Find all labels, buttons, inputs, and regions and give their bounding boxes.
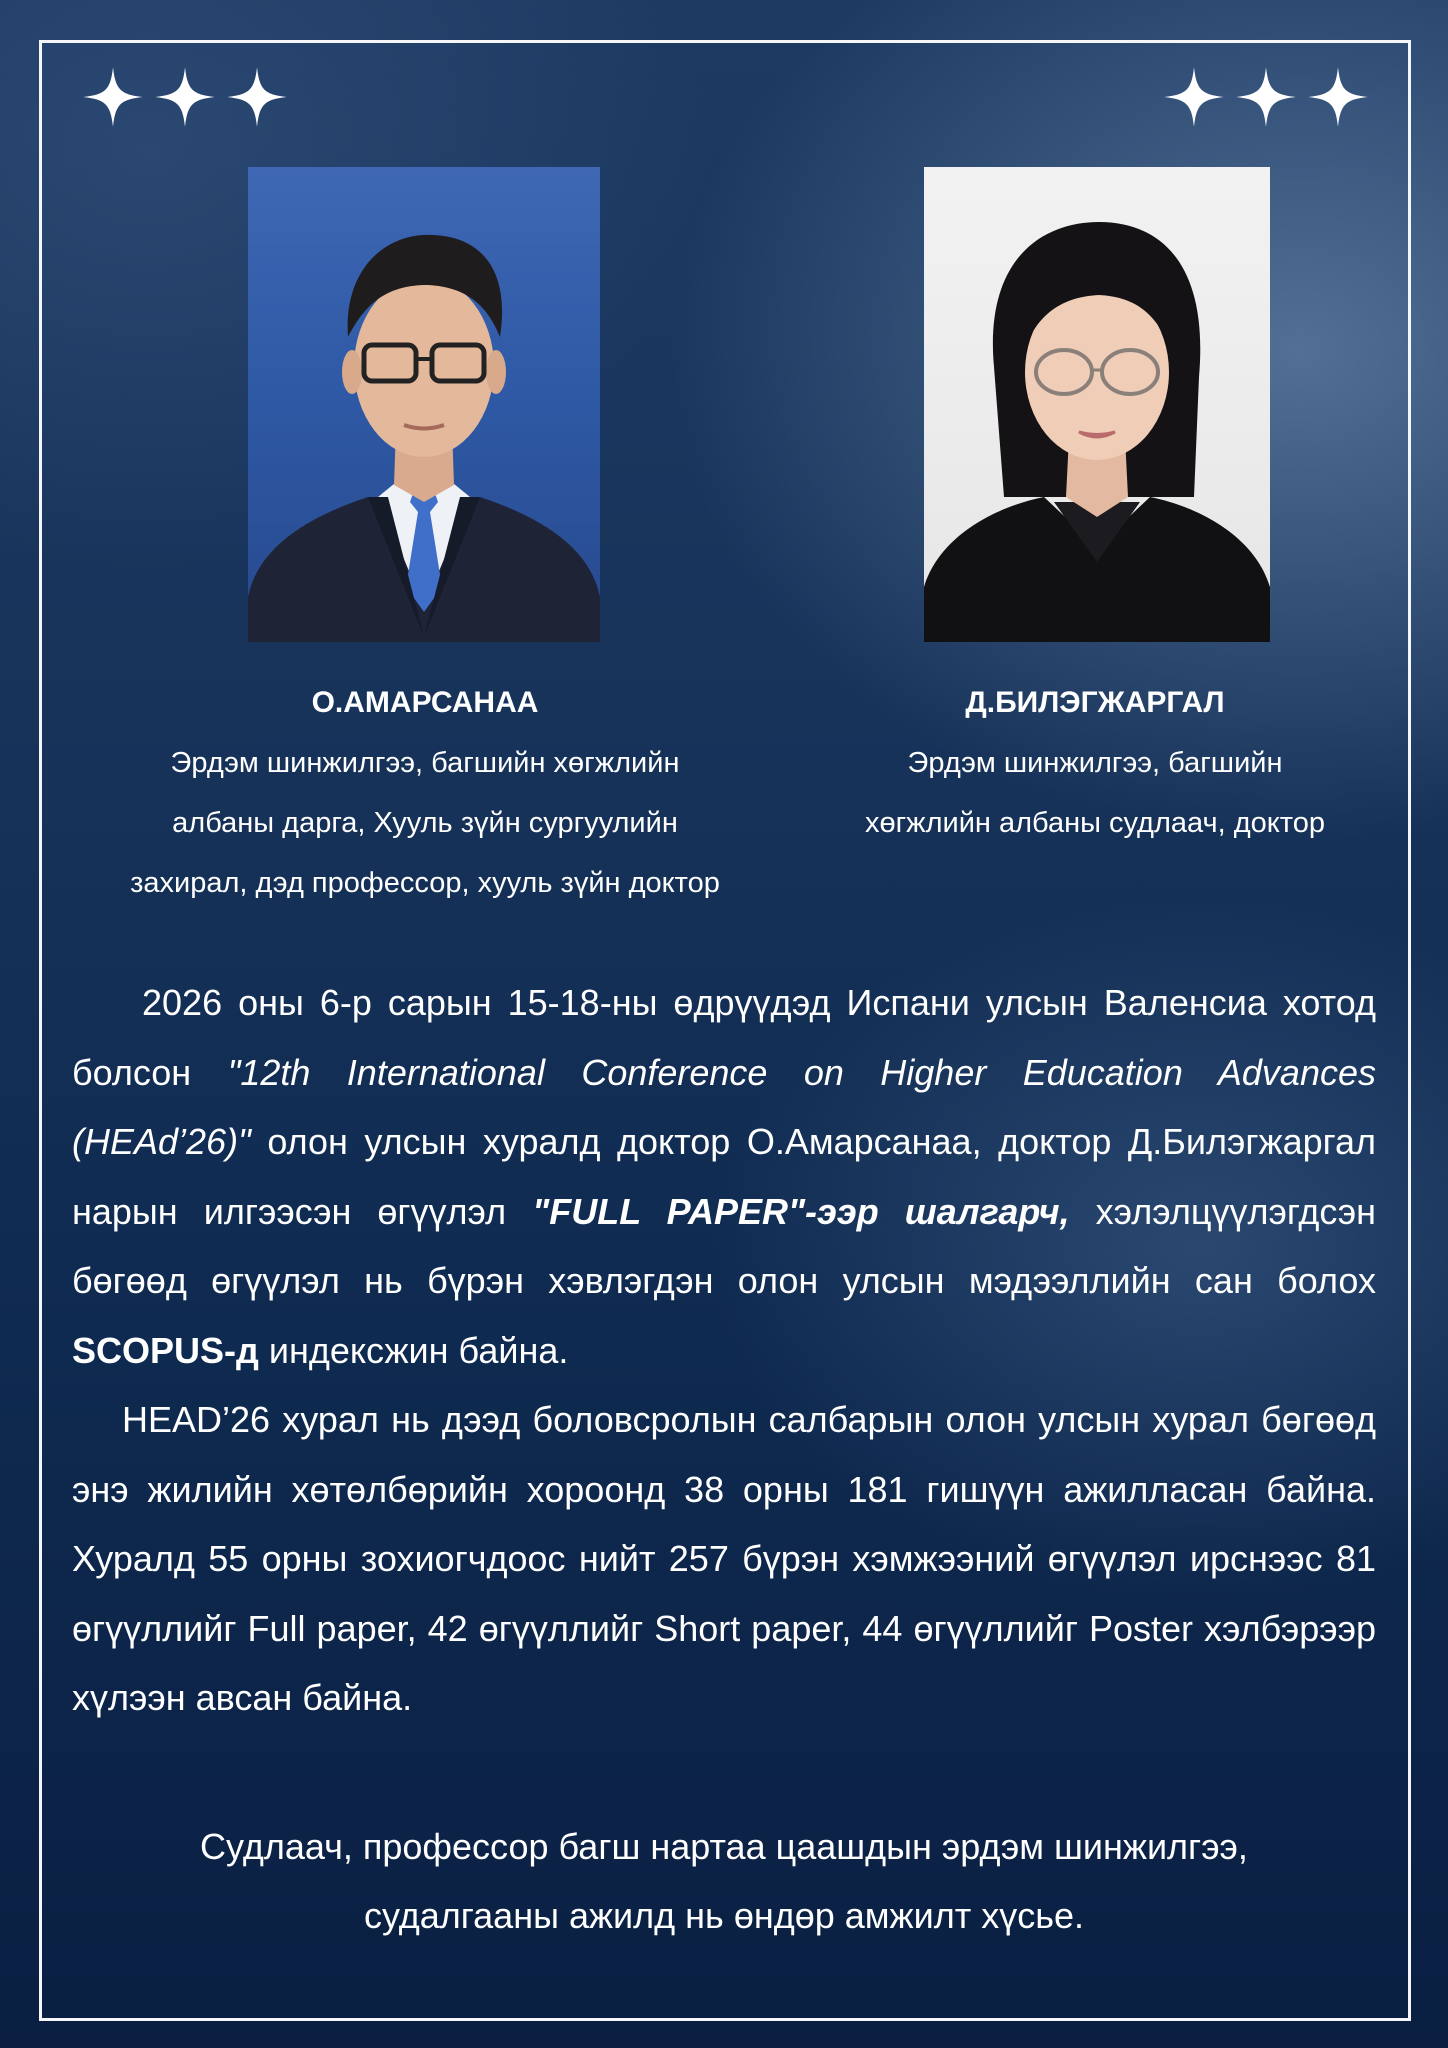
person-card-amarsanaa xyxy=(60,673,790,913)
sparkle-star-icon xyxy=(1235,66,1297,128)
person-title-line: захирал, дэд профессор, хууль зүйн доктор xyxy=(130,867,720,899)
portrait-photo-bilegjargal xyxy=(924,167,1270,642)
person-title-line: Эрдэм шинжилгээ, багшийн xyxy=(907,747,1283,779)
scopus-highlight: SCOPUS-д xyxy=(72,1329,259,1371)
text-segment: олон улсын хуралд доктор О.Амарсанаа, доктор Д.Билэгжаргал нарын илгээсэн өгүүлэл xyxy=(72,1121,1376,1232)
paragraph-statistics: HEAD’26 хурал нь дээд боловсролын салбарын олон улсын хурал бөгөөд энэ жилийн хөтөлбөрийн хороонд 38 орны 181 гишүүн ажилласан байна. Хуралд 55 орны зохиогчдоос нийт 257 бүрэн хэмжээний өгүүлэл ирснээс 81 өгүүллийг Full paper, 42 өгүүллийг Short paper, 44 өгүүллийг Poster хэлбэрээр хүлээн авсан байна. xyxy=(72,1399,1376,1718)
stars-left xyxy=(82,66,288,128)
text-segment: хэлэлцүүлэгдсэн бөгөөд өгүүлэл нь бүрэн хэвлэгдэн олон улсын мэдээллийн сан болох xyxy=(72,1190,1376,1301)
closing-line: судалгааны ажилд нь өндөр амжилт хүсье. xyxy=(363,1895,1085,1936)
person-title-line: албаны дарга, Хууль зүйн сургуулийн xyxy=(172,807,678,839)
article-body xyxy=(72,968,1376,1733)
sparkle-star-icon xyxy=(154,66,216,128)
person-card-bilegjargal xyxy=(800,673,1390,853)
text-segment: индексжин байна. xyxy=(258,1329,569,1371)
sparkle-star-icon xyxy=(1307,66,1369,128)
paragraph-conference xyxy=(72,968,1376,1385)
closing-wishes xyxy=(72,1812,1376,1950)
conference-name: "12th International Conference on Higher Education Advances (HEAd’26)" xyxy=(72,1051,1376,1162)
text-segment: 2026 оны 6-р сарын 15-18-ны өдрүүдэд Испани улсын Валенсиа хотод болсон xyxy=(72,982,1376,1093)
person-title-line: хөгжлийн албаны судлаач, доктор xyxy=(864,807,1326,839)
person-name: Д.БИЛЭГЖАРГАЛ xyxy=(965,686,1225,719)
sparkle-star-icon xyxy=(82,66,144,128)
person-name: О.АМАРСАНАА xyxy=(311,686,539,719)
sparkle-star-icon xyxy=(1163,66,1225,128)
portrait-photo-amarsanaa xyxy=(248,167,600,642)
full-paper-highlight: "FULL PAPER"-ээр шалгарч, xyxy=(532,1190,1070,1232)
closing-line: Судлаач, профессор багш нартаа цаашдын эрдэм шинжилгээ, xyxy=(200,1826,1248,1867)
person-title-line: Эрдэм шинжилгээ, багшийн хөгжлийн xyxy=(170,747,680,779)
sparkle-star-icon xyxy=(226,66,288,128)
stars-right xyxy=(1163,66,1369,128)
